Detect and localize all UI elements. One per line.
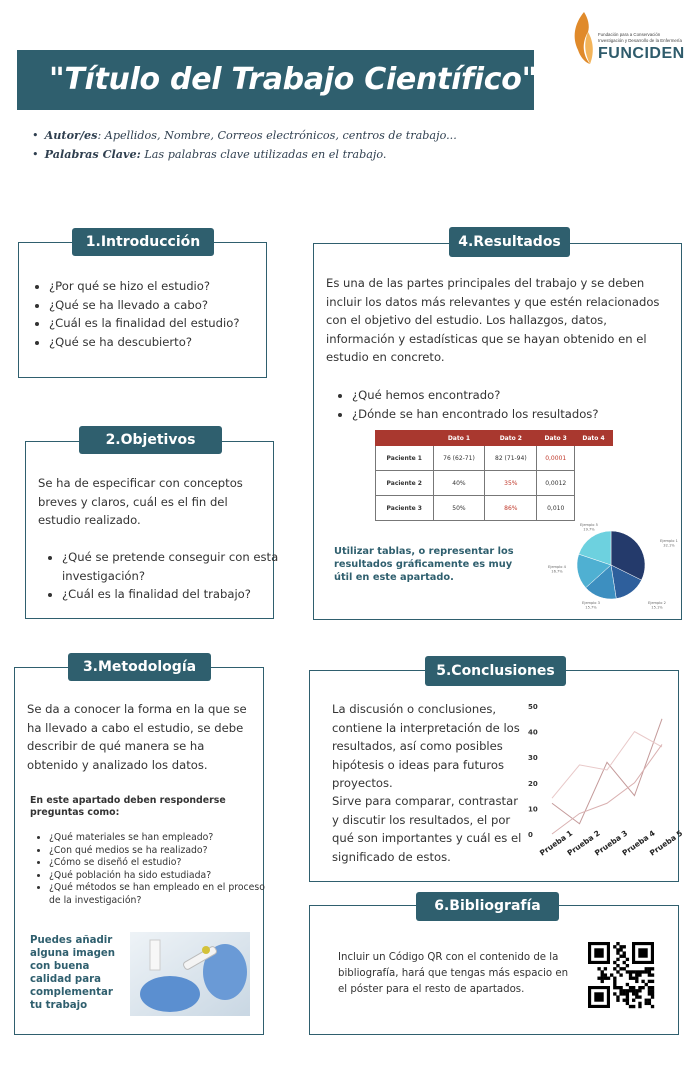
- x-tick-label: Prueba 2: [565, 828, 602, 858]
- conclusiones-text-2: Sirve para comparar, contrastar y discutir los resultados, el por qué son importantes y cuál es el significado de estos.: [332, 794, 522, 864]
- pie-label: Ejemplo 5 19.7%: [580, 523, 598, 532]
- keywords-label: Palabras Clave:: [44, 147, 141, 161]
- list-item: • ¿Qué métodos se han empleado en el proceso de la investigación?: [49, 882, 269, 907]
- keywords-line: • Palabras Clave: Las palabras clave utilizadas en el trabajo.: [32, 147, 387, 161]
- x-tick-label: Prueba 1: [537, 828, 575, 858]
- conclusiones-text-1: La discusión o conclusiones, contiene la interpretación de los resultados, así como posibles hipótesis o ideas para futuros proyectos.: [332, 702, 520, 790]
- list-item: • ¿Dónde se han encontrado los resultados?: [352, 405, 682, 424]
- conclusiones-section: [309, 670, 685, 882]
- pie-label: Ejemplo 2 15.1%: [648, 601, 666, 610]
- table-cell: 40%: [433, 471, 485, 496]
- column-header: Dato 2: [485, 431, 537, 446]
- metodologia-heading: 3.Metodología: [68, 653, 211, 681]
- list-item: • ¿Con qué medios se ha realizado?: [49, 845, 269, 858]
- metodologia-bullets: [33, 832, 269, 907]
- y-tick-label: 50: [528, 703, 538, 711]
- objetivos-section: [25, 441, 279, 619]
- pie-label: Ejemplo 1 32.1%: [660, 539, 678, 548]
- qr-code[interactable]: [588, 942, 654, 1008]
- authors-line: • Autor/es: Apellidos, Nombre, Correos electrónicos, centros de trabajo...: [32, 128, 457, 142]
- objetivos-bullets: [46, 548, 282, 604]
- list-item: • ¿Cuál es la finalidad del trabajo?: [62, 585, 282, 604]
- intro-heading: 1.Introducción: [72, 228, 214, 256]
- authors-text: : Apellidos, Nombre, Correos electrónicos, centros de trabajo...: [97, 129, 457, 142]
- y-tick-label: 10: [528, 805, 538, 814]
- resultados-heading: 4.Resultados: [449, 227, 570, 257]
- list-item: • ¿Qué se ha descubierto?: [49, 333, 274, 352]
- y-tick-label: 30: [528, 754, 538, 763]
- resultados-section: [313, 243, 682, 620]
- image-note: Puedes añadir alguna imagen con buena calidad para complementar tu trabajo: [30, 935, 116, 1011]
- keywords-text: Las palabras clave utilizadas en el trabajo.: [140, 148, 387, 161]
- list-item: • ¿Cómo se diseñó el estudio?: [49, 857, 269, 870]
- conclusiones-heading: 5.Conclusiones: [425, 656, 566, 686]
- bibliografia-text: Incluir un Código QR con el contenido de la bibliografía, hará que tengas más espacio en el póster para el resto de apartados.: [338, 952, 569, 995]
- list-item: • ¿Por qué se hizo el estudio?: [49, 277, 274, 296]
- authors-label: Autor/es: [44, 128, 98, 142]
- series-line: [552, 719, 662, 824]
- list-item: • ¿Qué materiales se han empleado?: [49, 832, 269, 845]
- table-cell: 35%: [485, 471, 537, 496]
- list-item: • ¿Qué se ha llevado a cabo?: [49, 296, 274, 315]
- title-banner: [17, 50, 537, 110]
- column-header: Dato 4: [575, 431, 613, 446]
- x-tick-label: Prueba 4: [620, 828, 657, 858]
- table-row: [376, 446, 613, 471]
- list-item: • ¿Qué se pretende conseguir con esta investigación?: [62, 548, 282, 585]
- metodologia-text: Se da a conocer la forma en la que se ha llevado a cabo el estudio, se debe describir de qué manera se ha obtenido y analizado los datos.: [27, 702, 247, 772]
- list-item: • ¿Cuál es la finalidad del estudio?: [49, 314, 274, 333]
- meta-info: [32, 128, 652, 166]
- series-line: [552, 744, 662, 834]
- bibliografia-heading: 6.Bibliografía: [416, 892, 559, 921]
- resultados-note: Utilizar tablas, o representar los resultados gráficamente es muy útil en este apartado.: [334, 546, 514, 583]
- resultados-bullets: [336, 386, 682, 423]
- pie-label: Ejemplo 3 15.7%: [582, 601, 600, 610]
- table-cell: 0,010: [537, 496, 575, 521]
- table-cell: 76 (62-71): [433, 446, 485, 471]
- row-header: Paciente 3: [376, 496, 434, 521]
- table-cell: 82 (71-94): [485, 446, 537, 471]
- metodologia-section: [14, 667, 264, 1035]
- intro-section: [18, 242, 267, 378]
- metodologia-subhead: En este apartado deben responderse preguntas como:: [30, 795, 226, 818]
- line-chart: [522, 696, 685, 876]
- results-table: [375, 430, 613, 521]
- funciden-logo: [570, 10, 685, 66]
- objetivos-heading: 2.Objetivos: [79, 426, 222, 454]
- table-cell: 0,0012: [537, 471, 575, 496]
- row-header: Paciente 1: [376, 446, 434, 471]
- x-tick-label: Prueba 3: [592, 828, 630, 858]
- column-header: Dato 1: [433, 431, 485, 446]
- list-item: • ¿Qué hemos encontrado?: [352, 386, 682, 405]
- x-tick-label: Prueba 5: [647, 828, 685, 858]
- lab-image: [130, 932, 250, 1016]
- table-row: [376, 471, 613, 496]
- intro-bullets: [33, 277, 274, 351]
- table-corner: [376, 431, 434, 446]
- objetivos-text: Se ha de especificar con conceptos breves y claros, cuál es el fin del estudio realizado.: [38, 476, 243, 527]
- flame-icon: [570, 10, 596, 66]
- row-header: Paciente 2: [376, 471, 434, 496]
- list-item: • ¿Qué población ha sido estudiada?: [49, 870, 269, 883]
- pie-chart: [539, 512, 683, 618]
- y-tick-label: 20: [528, 779, 538, 788]
- y-tick-label: 0: [528, 831, 533, 839]
- table-cell: 86%: [485, 496, 537, 521]
- page-title: "Título del Trabajo Científico": [49, 62, 537, 97]
- resultados-text: Es una de las partes principales del trabajo y se deben incluir los datos más relevantes y que estén relacionados con el objetivo del estudio. Los hallazgos, datos, información y estadísticas que se hayan obtenido en el estudio en concreto.: [326, 276, 660, 364]
- y-tick-label: 40: [528, 728, 538, 737]
- column-header: Dato 3: [537, 431, 575, 446]
- pie-label: Ejemplo 4 16.7%: [548, 565, 566, 574]
- logo-brand: FUNCIDEN: [598, 45, 685, 62]
- table-cell: 50%: [433, 496, 485, 521]
- bibliografia-section: [309, 905, 679, 1035]
- logo-tagline-2: Investigación y Desarrollo de la Enfermería: [598, 38, 682, 43]
- logo-tagline-1: Fundación para a Conservación: [598, 32, 661, 37]
- table-cell: 0,0001: [537, 446, 575, 471]
